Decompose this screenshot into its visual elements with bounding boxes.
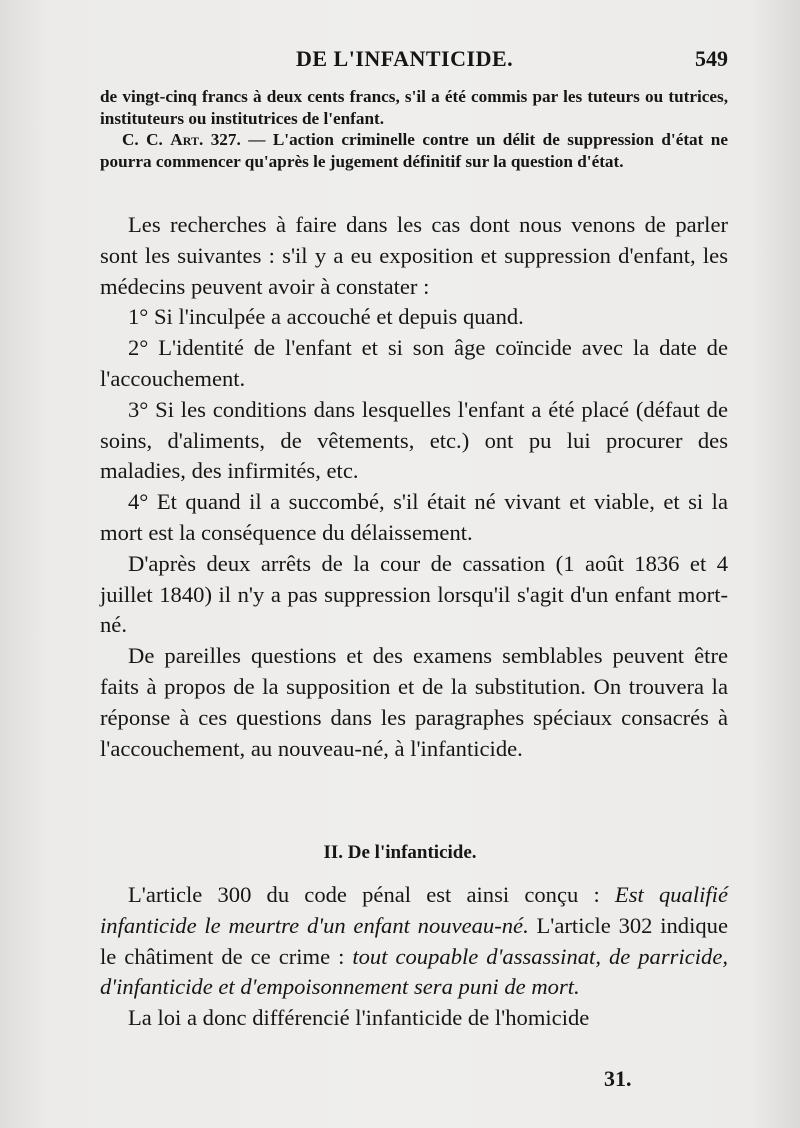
section-text xyxy=(100,880,728,1034)
signature-mark: 31. xyxy=(604,1066,632,1091)
italic-quote: tout coupable d'assassinat, de parricide, d'infanticide et d'empoisonnement sera puni de mort. xyxy=(100,943,728,1000)
article-prefix: C. C. xyxy=(122,130,171,149)
paragraph: 3° Si les conditions dans lesquelles l'enfant a été placé (défaut de soins, d'aliments, de vêtements, etc.) ont pu lui procurer des maladies, des infirmités, etc. xyxy=(100,396,728,484)
paragraph: Les recherches à faire dans les cas dont nous venons de parler sont les suivantes : s'il y a eu exposition et suppression d'enfant, les médecins peuvent avoir à constater : xyxy=(100,212,728,299)
note-paragraph: de vingt-cinq francs à deux cents francs, s'il a été commis par les tuteurs ou tutrices, instituteurs ou institutrices de l'enfant. xyxy=(100,87,728,128)
article-text: 327. — L'action criminelle contre un délit de suppression d'état ne pourra commencer qu'après le jugement définitif sur la question d'état. xyxy=(100,130,728,171)
paragraph: 4° Et quand il a succombé, s'il était né vivant et viable, et si la mort est la conséquence du délaissement. xyxy=(100,489,728,545)
article-label: Art. xyxy=(170,130,204,149)
paragraph: 1° Si l'inculpée a accouché et depuis quand. xyxy=(128,304,524,330)
paragraph: 2° L'identité de l'enfant et si son âge coïncide avec la date de l'accouchement. xyxy=(100,335,728,391)
page-number: 549 xyxy=(695,46,728,71)
italic-quote: Est qualifié infanticide le meurtre d'un enfant nouveau-né. xyxy=(100,882,728,938)
running-title: DE L'INFANTICIDE. xyxy=(296,46,514,71)
main-text xyxy=(100,210,728,764)
paragraph xyxy=(100,880,728,1003)
text-run: L'article 302 indique le châtiment de ce crime : xyxy=(100,912,729,969)
paragraph: La loi a donc différencié l'infanticide de l'homicide xyxy=(128,1005,590,1031)
page-header xyxy=(100,42,728,78)
paragraph: De pareilles questions et des examens semblables peuvent être faits à propos de la supposition et de la substitution. On trouvera la réponse à ces questions dans les paragraphes spéciaux consacrés à l'accouchement, au nouveau-né, à l'infanticide. xyxy=(100,643,728,761)
text-run: L'article 300 du code pénal est ainsi conçu : xyxy=(128,882,615,907)
section-heading: II. De l'infanticide. xyxy=(323,842,477,863)
note-article-paragraph xyxy=(100,129,728,172)
footnote-block xyxy=(100,86,728,172)
paragraph: D'après deux arrêts de la cour de cassation (1 août 1836 et 4 juillet 1840) il n'y a pas suppression lorsqu'il s'agit d'un enfant mort-né. xyxy=(100,550,728,638)
